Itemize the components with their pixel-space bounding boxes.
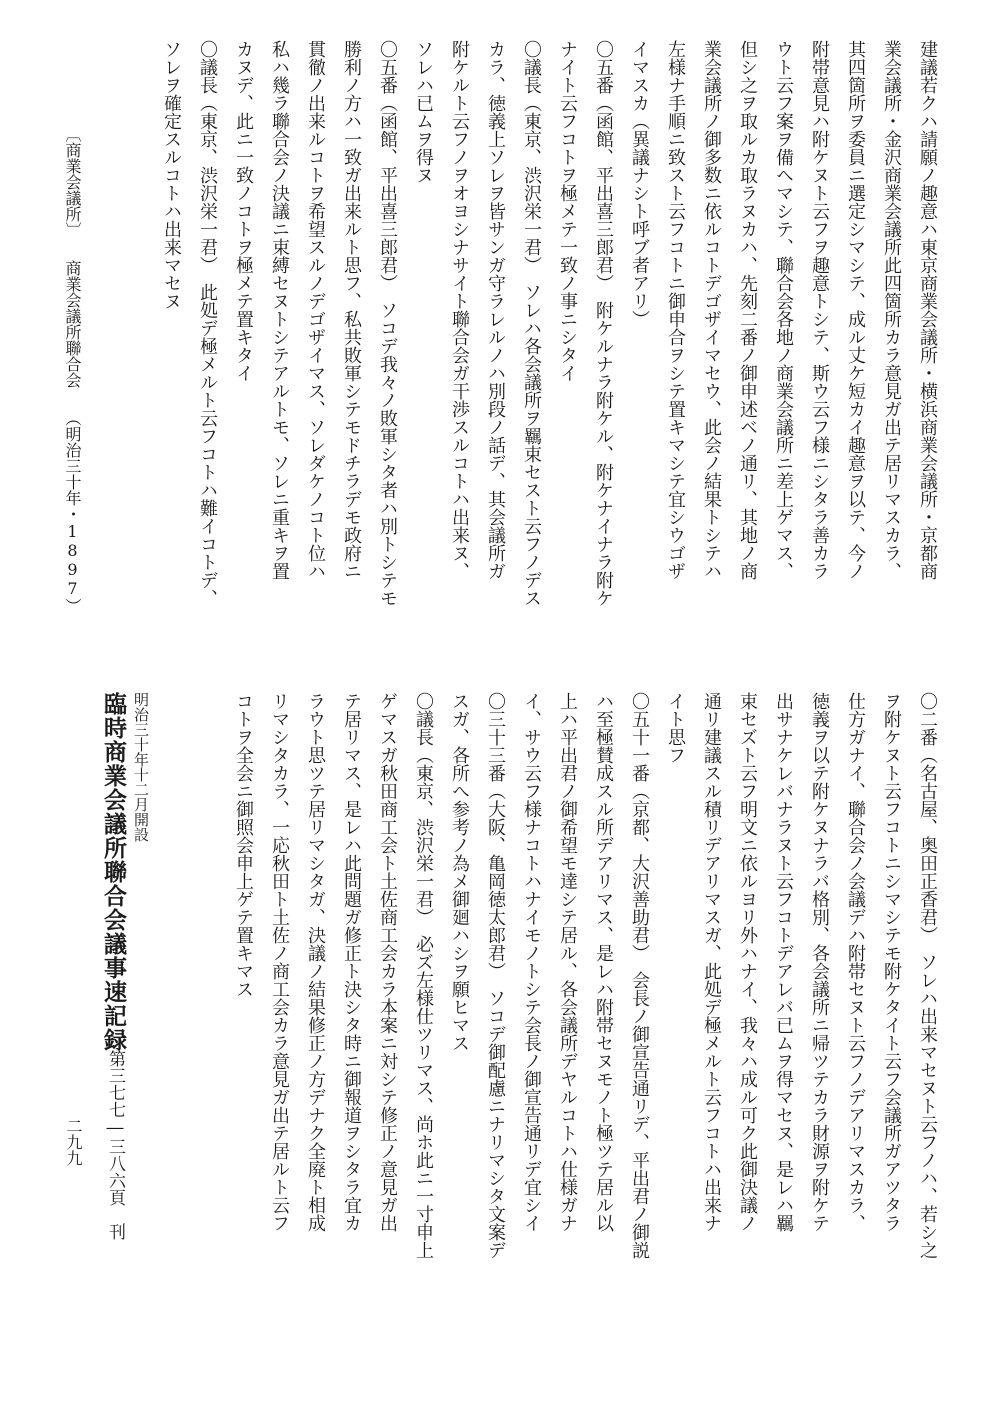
text-line: イト思フ	[665, 692, 686, 764]
text-line: ウト云フ案ヲ備ヘマシテ、聯合会各地ノ商業会議所ニ差上ゲマス、	[773, 40, 794, 580]
text-line: 業会議所・金沢商業会議所此四箇所カラ意見ガ出テ居リマスカラ、	[881, 40, 902, 580]
text-line: カラ、徳義上ソレヲ皆サンガ守ラレルノハ別段ノ話デ、其会議所ガ	[485, 40, 506, 580]
speaker-line: 〇二番（名古屋、奥田正香君） ソレハ出来マセヌト云フノハ、若シ之	[917, 692, 938, 1259]
bottom-text-block	[225, 692, 945, 1332]
text-line: イ、サウ云フ様ナコトハナイモノトシテ会長ノ御宣告通リデ宜シイ	[521, 692, 542, 1232]
text-line: 束セズト云フ明文ニ依ルヨリ外ハナイ、我々ハ成ル可ク此御決議ノ	[737, 692, 758, 1232]
running-header-category: 〔商業会議所〕	[63, 126, 82, 238]
text-line: 出サナケレバナラヌト云フコトデアレバ已ムヲ得マセヌ、是レハ羈	[773, 692, 794, 1232]
text-line: ハ至極賛成スル所デアリマス、是レハ附帯セヌモノト極ツテ居ル以	[593, 692, 614, 1232]
speaker-line: 〇三十三番（大阪、亀岡徳太郎君） ソコデ御配慮ニナリマシタ文案デ	[485, 692, 506, 1259]
text-line: 但シ之ヲ取ルカ取ラヌカハ、先刻二番ノ御申述ベノ通リ、其地ノ商	[737, 40, 758, 580]
text-line: リマシタカラ、一応秋田ト土佐ノ商工会カラ意見ガ出テ居ルト云フ	[269, 692, 290, 1232]
text-line: 勝利ノ方ハ一致ガ出来ルト思フ、私共敗軍シテモドチラデモ政府ニ	[341, 40, 362, 580]
text-line: スガ、各所へ参考ノ為メ御廻ハシヲ願ヒマス	[449, 692, 470, 1052]
text-line: コトヲ全会ニ御照会申上ゲテ置キマス	[233, 692, 254, 998]
running-header-era: （明治三十年・1897）	[63, 410, 82, 614]
speaker-line: 〇五番（函館、平出喜三郎君） 附ケルナラ附ケル、附ケナイナラ附ケ	[593, 40, 614, 607]
text-line: ヲ附ケヌト云フコトニシマシテモ附ケタイト云フ会議所ガアツタラ	[881, 692, 902, 1232]
top-text-block	[153, 40, 945, 640]
speaker-line: 〇議長（東京、渋沢栄一君） 必ズ左様仕ツリマス、尚ホ此ニ一寸申上	[413, 692, 434, 1259]
text-line: 附ケルト云フノヲオヨシナサイト聯合会ガ干渉スルコトハ出来ヌ、	[449, 40, 470, 580]
text-line: 私ハ幾ラ聯合会ノ決議ニ束縛セヌトシテアルトモ、ソレニ重キヲ置	[269, 40, 290, 580]
section-heading	[96, 692, 152, 1052]
text-line: ソレヲ確定スルコトハ出来マセヌ	[161, 40, 182, 310]
speaker-line: 〇議長（東京、渋沢栄一君） ソレハ各会議所ヲ羈束セスト云フノデス	[521, 40, 542, 607]
text-line: 左様ナ手順ニ致スト云フコトニ御申合ヲシテ置キマシテ宜シウゴザ	[665, 40, 686, 580]
text-line: 仕方ガナイ、聯合会ノ会議デハ附帯セヌト云フノデアリマスカラ、	[845, 692, 866, 1232]
text-line: 附帯意見ハ附ケヌト云フヲ趣意トシテ、斯ウ云フ様ニシタラ善カラ	[809, 40, 830, 580]
heading-date: 明治三十年十二月開設	[132, 692, 150, 842]
speaker-line: 〇五番（函館、平出喜三郎君） ソコデ我々ノ敗軍シタ者ハ別トシテモ	[377, 40, 398, 607]
text-line: 徳義ヲ以テ附ケヌナラバ格別、各会議所ニ帰ツテカラ財源ヲ附ケテ	[809, 692, 830, 1232]
text-line: 貫徹ノ出来ルコトヲ希望スルノデゴザイマス、ソレダケノコト位ハ	[305, 40, 326, 580]
speaker-line: 〇五十一番（京都、大沢善助君） 会長ノ御宣告通リデ、平出君ノ御説	[629, 692, 650, 1259]
heading-title: 臨時商業会議所聯合会議事速記録	[100, 692, 127, 1052]
running-header	[60, 126, 84, 614]
text-line: 上ハ平出君ノ御希望モ達シテ居ル、各会議所デヤルコトハ仕様ガナ	[557, 692, 578, 1232]
text-line: カヌデ、此ニ一致ノコトヲ極メテ置キタイ	[233, 40, 254, 382]
text-line: ナイト云フコトヲ極メテ一致ノ事ニシタイ	[557, 40, 578, 382]
text-line: 業会議所ノ御多数ニ依ルコトデゴザイマセウ、此会ノ結果トシテハ	[701, 40, 722, 580]
text-line: テ居リマス、是レハ此問題ガ修正ト決シタ時ニ御報道ヲシタラ宜カ	[341, 692, 362, 1232]
text-line: ゲマスガ秋田商工会ト土佐商工会カラ本案ニ対シテ修正ノ意見ガ出	[377, 692, 398, 1232]
text-line: 通リ建議スル積リデアリマスガ、此処デ極メルト云フコトハ出来ナ	[701, 692, 722, 1232]
text-line: ラウト思ツテ居リマシタガ、決議ノ結果修正ノ方デナク全廃ト相成	[305, 692, 326, 1232]
text-line: 其四箇所ヲ委員ニ選定シマシテ、成ル丈ケ短カイ趣意ヲ以テ、今ノ	[845, 40, 866, 580]
text-line: 建議若クハ請願ノ趣意ハ東京商業会議所・横浜商業会議所・京都商	[917, 40, 938, 580]
running-header-title: 商業会議所聯合会	[63, 260, 82, 388]
text-line: ソレハ已ムヲ得ヌ	[413, 40, 434, 184]
speaker-line: 〇議長（東京、渋沢栄一君） 此処デ極メルト云フコトハ難イコトデ、	[197, 40, 218, 607]
text-line: イマスカ（異議ナシト呼ブ者アリ）	[629, 40, 650, 328]
heading-source: 第三七七―三八六頁 刊	[105, 1050, 125, 1240]
page-number: 二九九	[64, 1118, 83, 1166]
